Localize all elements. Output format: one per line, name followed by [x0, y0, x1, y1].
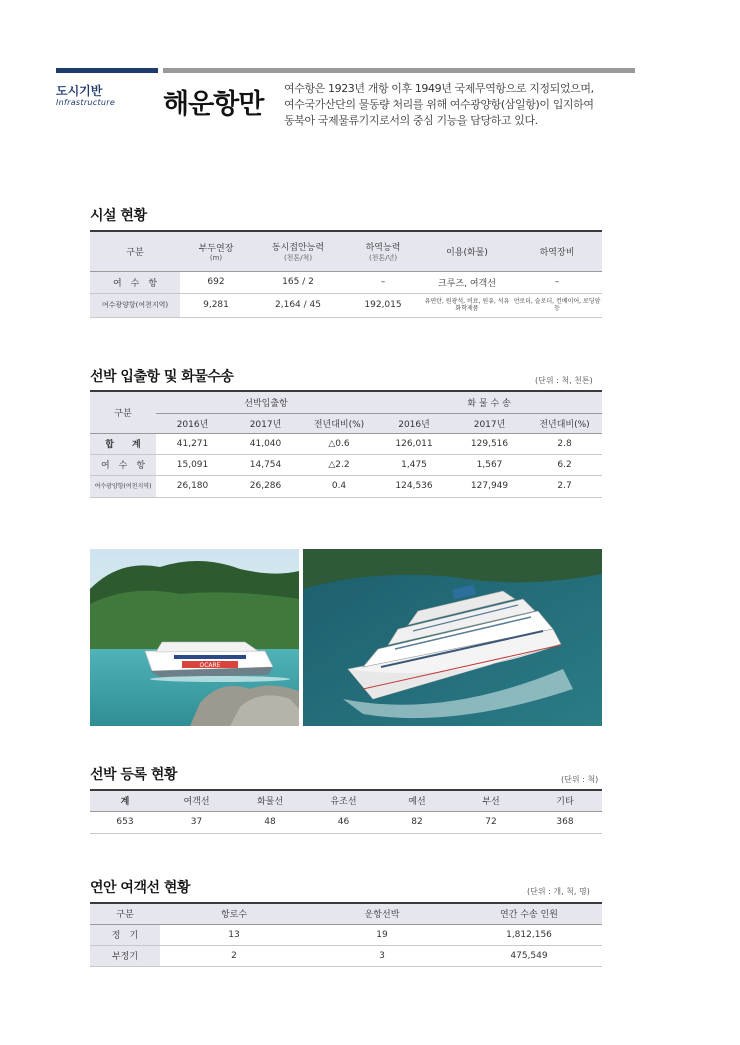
- table-cell: 유연탄, 원광석, 비료, 원유, 석유화학제품: [422, 293, 512, 317]
- col-header: 연간 수송 인원: [500, 910, 558, 921]
- table-cell: 2,164 / 45: [252, 293, 344, 317]
- table-cell: 26,180: [156, 475, 229, 497]
- col-group-header: 선박입출항: [156, 391, 376, 413]
- col-header: 전년대비(%): [313, 419, 365, 430]
- col-header: [344, 231, 422, 271]
- section-title-ship-registration: 선박 등록 현황: [90, 767, 177, 783]
- table-cell: △2.2: [302, 454, 376, 475]
- table-cell: 37: [160, 811, 233, 833]
- section-title-facilities: 시설 현황: [90, 208, 147, 224]
- ship-registration-table: [90, 789, 602, 834]
- table-row: [90, 271, 602, 293]
- cruise-ship-photo: [303, 549, 602, 726]
- col-header: 구분: [116, 910, 134, 921]
- coastal-table: [90, 902, 602, 967]
- table-cell: 127,949: [452, 475, 527, 497]
- section-title-cargo: 선박 입출항 및 화물수송: [90, 369, 234, 385]
- category-label-en: Infrastructure: [56, 98, 116, 107]
- col-header: [252, 231, 344, 271]
- ferry-illustration: [90, 549, 299, 726]
- table-cell: 1,812,156: [456, 924, 602, 945]
- table-cell: 653: [90, 811, 160, 833]
- table-cell: 6.2: [527, 454, 602, 475]
- row-label: 정 기: [90, 924, 160, 945]
- table-cell: 41,040: [229, 433, 302, 454]
- col-header-unit: (천톤/년): [368, 253, 398, 262]
- cargo-table: [90, 390, 602, 498]
- col-header: 전년대비(%): [539, 419, 590, 430]
- table-cell: 129,516: [452, 433, 527, 454]
- facilities-table: [90, 230, 602, 318]
- col-header: 하역장비: [539, 247, 575, 258]
- col-header: 항로수: [220, 910, 248, 921]
- page-title: 해운항만: [163, 89, 264, 120]
- table-cell: 692: [180, 271, 252, 293]
- col-header-main: 하역능력: [365, 242, 401, 253]
- section-title-coastal: 연안 여객선 현황: [90, 880, 190, 896]
- table-cell: 19: [308, 924, 456, 945]
- table-cell: 192,015: [344, 293, 422, 317]
- row-label: 부정기: [90, 945, 160, 966]
- col-header-unit: (천톤/척): [283, 253, 313, 262]
- header-accent-bar: [56, 68, 158, 73]
- table-cell: 2.8: [527, 433, 602, 454]
- row-label: 여 수 항: [90, 271, 180, 293]
- table-row: [90, 475, 602, 497]
- table-row: [90, 293, 602, 317]
- col-header: 부선: [482, 797, 500, 808]
- table-cell: 48: [233, 811, 307, 833]
- table-cell: 368: [528, 811, 602, 833]
- col-header: 이용(화물): [446, 247, 488, 258]
- col-header: 계: [120, 797, 130, 808]
- table-cell: 1,567: [452, 454, 527, 475]
- table-cell: 13: [160, 924, 308, 945]
- intro-line: 동북아 국제물류기지로서의 중심 기능을 담당하고 있다.: [284, 114, 538, 127]
- intro-line: 여수항은 1923년 개항 이후 1949년 국제무역항으로 지정되었으며,: [284, 82, 594, 95]
- table-cell: 46: [307, 811, 380, 833]
- ferry-hull-label: OCARE: [199, 662, 221, 669]
- col-header: 2016년: [398, 419, 430, 430]
- table-row: [90, 811, 602, 833]
- table-row: [90, 945, 602, 966]
- col-header: 운항선박: [364, 910, 400, 921]
- col-header: 유조선: [330, 797, 357, 808]
- unit-label: (단위 : 척, 천톤): [535, 376, 593, 385]
- table-cell: 크루즈, 여객선: [422, 271, 512, 293]
- table-cell: 14,754: [229, 454, 302, 475]
- unit-label: (단위 : 개, 척, 명): [527, 887, 590, 896]
- col-header: 화물선: [256, 797, 284, 808]
- table-cell: 126,011: [376, 433, 452, 454]
- table-cell: –: [512, 271, 602, 293]
- col-header: 구분: [126, 247, 144, 258]
- row-label: 여수광양항(여천지역): [90, 293, 180, 317]
- table-cell: 1,475: [376, 454, 452, 475]
- col-header: 기타: [556, 797, 574, 808]
- table-cell: △0.6: [302, 433, 376, 454]
- table-cell: 9,281: [180, 293, 252, 317]
- col-header-main: 동시접안능력: [271, 242, 325, 253]
- col-header-unit: (m): [209, 253, 223, 262]
- row-label: 여수광양항(여천지역): [90, 475, 156, 497]
- intro-line: 여수국가산단의 물동량 처리를 위해 여수광양항(삼일항)이 입지하여: [284, 98, 594, 111]
- table-cell: 26,286: [229, 475, 302, 497]
- col-header: 예선: [408, 797, 426, 808]
- col-header: 2016년: [176, 419, 209, 430]
- row-label: 합 계: [90, 433, 156, 454]
- cruise-ship-illustration: [303, 549, 602, 726]
- table-cell: 82: [380, 811, 454, 833]
- header-rule: [163, 68, 635, 73]
- col-header: 2017년: [473, 419, 506, 430]
- table-cell: 0.4: [302, 475, 376, 497]
- table-cell: 2.7: [527, 475, 602, 497]
- col-header: 구분: [114, 408, 132, 419]
- col-header: 2017년: [249, 419, 282, 430]
- table-cell: 165 / 2: [252, 271, 344, 293]
- table-row: [90, 454, 602, 475]
- col-group-header: 화 물 수 송: [376, 391, 602, 413]
- table-cell: 475,549: [456, 945, 602, 966]
- table-cell: 3: [308, 945, 456, 966]
- col-header: 여객선: [183, 797, 210, 808]
- table-cell: 124,536: [376, 475, 452, 497]
- ferry-photo: [90, 549, 299, 726]
- table-row: [90, 924, 602, 945]
- table-cell: 15,091: [156, 454, 229, 475]
- row-label: 여 수 항: [90, 454, 156, 475]
- table-cell: 2: [160, 945, 308, 966]
- table-cell: –: [344, 271, 422, 293]
- category-label: 도시기반: [56, 84, 103, 98]
- table-row: [90, 433, 602, 454]
- table-cell: 언로더, 슬로더, 컨베이어, 로딩암 등: [512, 293, 602, 317]
- table-cell: 41,271: [156, 433, 229, 454]
- col-header: [180, 231, 252, 271]
- table-cell: 72: [454, 811, 528, 833]
- unit-label: (단위 : 척): [561, 775, 599, 784]
- col-header-main: 부두연장: [198, 243, 234, 254]
- intro-paragraph: [284, 81, 614, 129]
